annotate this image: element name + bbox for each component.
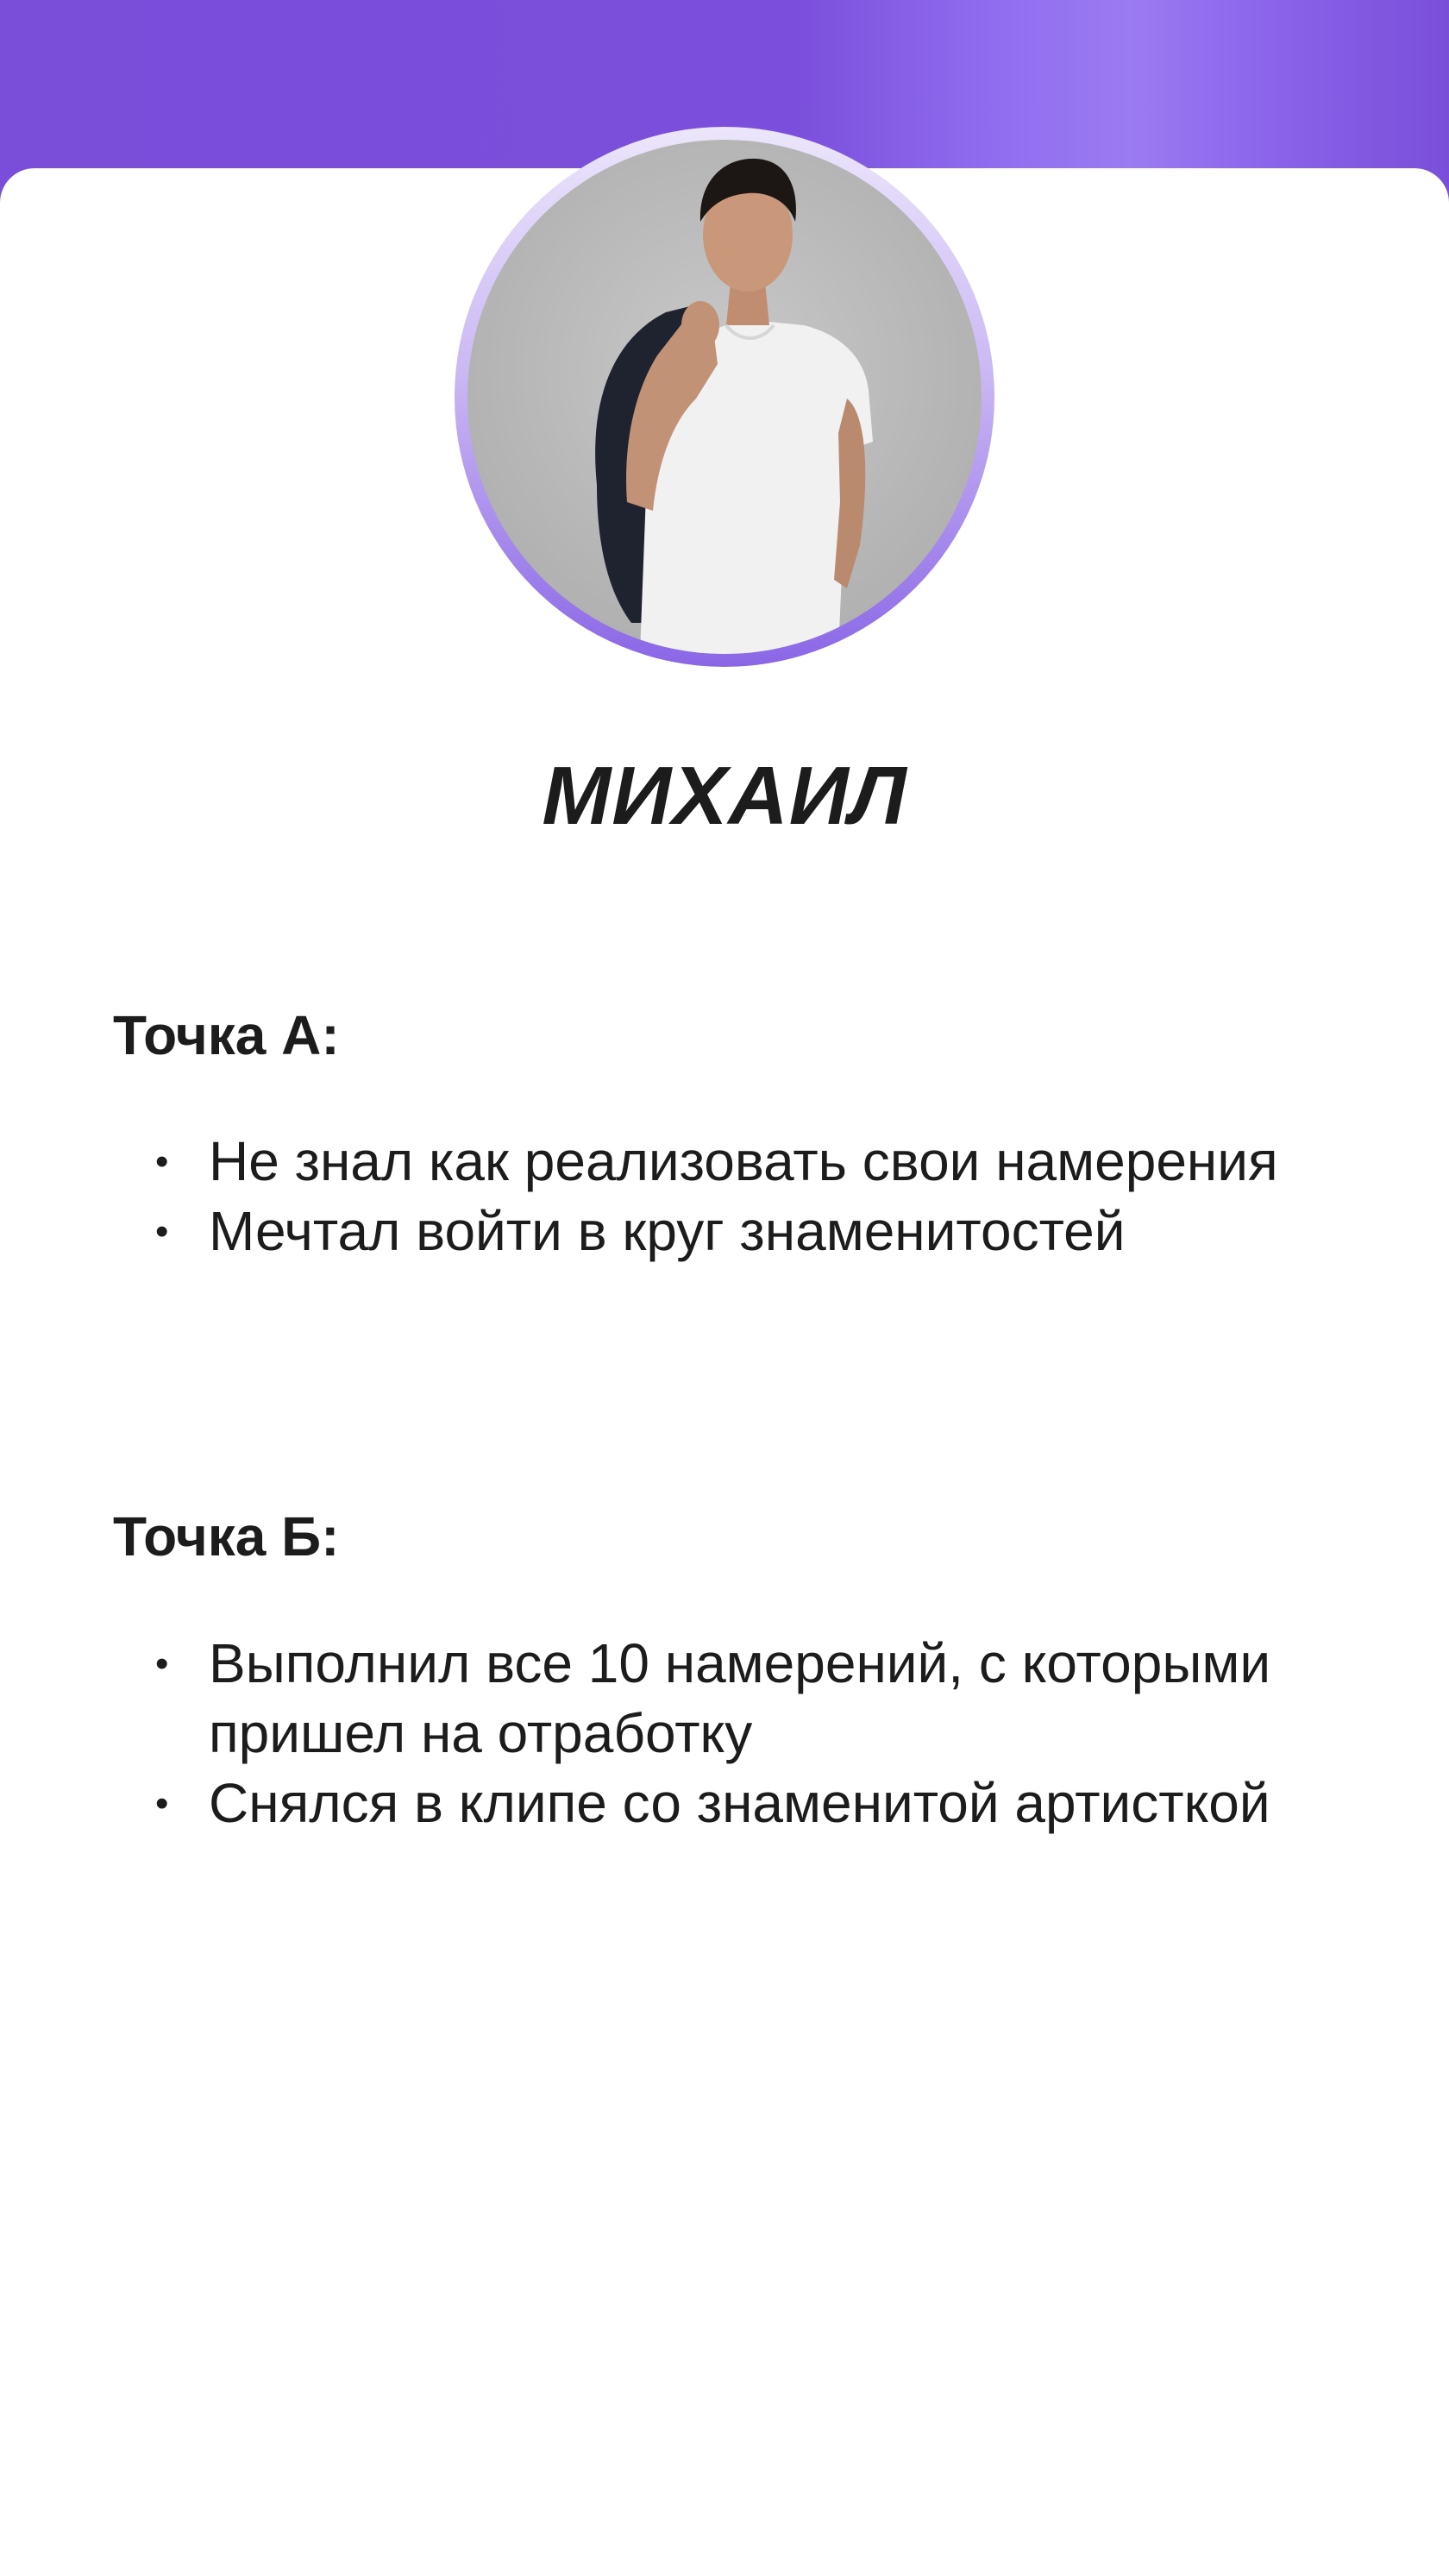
list-item-text: Снялся в клипе со знаменитой артисткой [209,1772,1270,1834]
point-a-list [155,1127,1363,1266]
point-a-title: Точка А: [113,1004,340,1066]
bullet-icon: • [155,1643,169,1685]
person-name: МИХАИЛ [542,750,907,842]
avatar [467,140,982,654]
list-item [155,1127,1363,1197]
bullet-icon: • [155,1210,169,1253]
list-item [155,1629,1363,1769]
bullet-icon: • [155,1140,169,1183]
point-b-list [155,1629,1363,1838]
list-item [155,1769,1363,1838]
list-item [155,1197,1363,1266]
list-item-text: Мечтал войти в круг знаменитостей [209,1200,1126,1262]
bullet-icon: • [155,1782,169,1825]
person-photo-icon [467,140,982,654]
point-b-title: Точка Б: [113,1505,340,1568]
list-item-text: Не знал как реализовать свои намерения [209,1130,1278,1192]
list-item-text: Выполнил все 10 намерений, с которыми пришел на отработку [209,1632,1271,1764]
